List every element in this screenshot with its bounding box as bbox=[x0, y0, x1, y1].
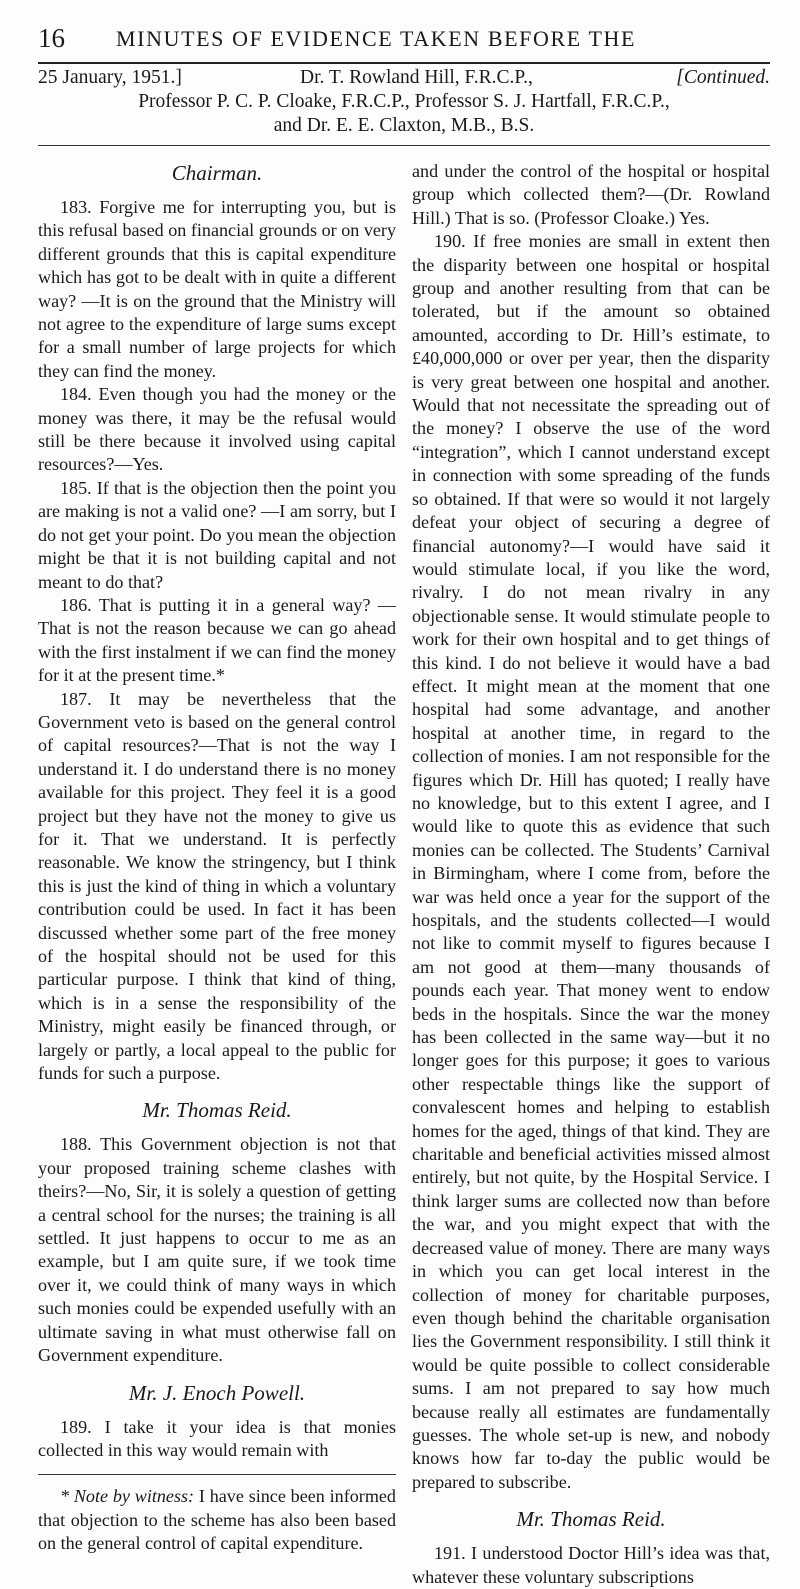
question-191: 191. I understood Doctor Hill’s idea was that, whatever these voluntary subscriptions bbox=[412, 1543, 770, 1587]
speaker-heading: Mr. J. Enoch Powell. bbox=[128, 1380, 306, 1405]
witness-names-1: Dr. T. Rowland Hill, F.R.C.P., bbox=[300, 67, 533, 88]
question-188: 188. This Government objection is not that your proposed training scheme clashes with theirs?—No, Sir, it is solely a question of getting a central school for the nurses; the training is all settled. It just happens to occur to me as an example, but I am quite sure, if we took time over it, we could think of many ways in which such monies could be expended usefully with an ultimate saving in what must otherwise fall on Government expenditure. bbox=[38, 1134, 396, 1366]
running-title: MINUTES OF EVIDENCE TAKEN BEFORE THE bbox=[116, 26, 637, 51]
left-column bbox=[38, 160, 396, 1556]
witness-names-3: and Dr. E. E. Claxton, M.B., B.S. bbox=[273, 115, 535, 136]
page-number: 16 bbox=[38, 23, 65, 53]
question-184: 184. Even though you had the money or the money was there, it may be the refusal would still be there because it involved using capital resources?—Yes. bbox=[38, 384, 396, 475]
question-190: 190. If free monies are small in extent then the disparity between one hospital or hospital group and another resulting from that can be tolerated, but if the amount so obtained amounted, according to Dr. Hill’s estimate, to £40,000,000 or over per year, then the disparity is very great between one hospital and another. Would that not necessitate the spreading out of the money? I observe the use of the word “integration”, which I cannot understand except in connection with some spreading of the funds so obtained. If that were so would it not largely defeat your object of securing a degree of financial autonomy?—I would have said it would stimulate local, if you like the word, rivalry. I do not mean rivalry in any objectionable sense. It would stimulate people to work for their own hospital and to get things of this kind. I do not believe it would have a bad effect. It might mean at the moment that one hospital had some advantage, and another hospital at another time, in regard to the collection of monies. I am not responsible for the figures which Dr. Hill has quoted; I really have no knowledge, but to this extent I agree, and I would like to quote this as evidence that such monies can be collected. The Students’ Carnival in Birmingham, where I come from, before the war was held once a year for the support of the hospitals, and the students collected—I would not like to commit myself to figures because I am not good at them—many thousands of pounds each year. That money went to endow beds in the hospitals. Since the war the money has been collected in the same way—but it no longer goes for this purpose; it goes to various other respectable things like the support of convalescent homes and helping to establish homes for the aged, things of that kind. They are charitable and beneficial activities missed almost entirely, but not quite, by the Hospital Service. I think larger sums are collected now than before the war, and you might expect that with the decreased value of money. There are many ways in which you can get local interest in the collection of money for charitable purposes, even though behind the charitable organisation lies the Government responsibility. I still think it would be quite possible to collect considerable sums. I am not prepared to say how much because really all estimates are fundamentally guesses. The whole set-up is new, and nobody knows how far to-day the public would be prepared to subscribe. bbox=[412, 231, 770, 1492]
section-rule bbox=[38, 145, 770, 146]
sitting-date: 25 January, 1951.] bbox=[38, 67, 182, 88]
footnote-text: I have since been informed that objection to the scheme has also been based on the general control of capital expenditure. bbox=[38, 1486, 396, 1554]
header-rule bbox=[38, 62, 770, 64]
running-head bbox=[38, 20, 768, 56]
question-189: 189. I take it your idea is that monies collected in this way would remain with bbox=[38, 1416, 396, 1460]
question-189-continued: and under the control of the hospital or hospital group which collected them?—(Dr. Rowland Hill.) That is so. (Professor Cloake.) Yes. bbox=[412, 161, 770, 228]
witness-names-2: Professor P. C. P. Cloake, F.R.C.P., Professor S. J. Hartfall, F.R.C.P., bbox=[138, 91, 670, 112]
continued-label: [Continued. bbox=[676, 67, 770, 88]
speaker-heading: Mr. Thomas Reid. bbox=[142, 1098, 292, 1123]
question-185: 185. If that is the objection then the point you are making is not a valid one? —I am sorry, but I do not get your point. Do you mean the objection might be that it is not building capital and not meant to do that? bbox=[38, 477, 396, 592]
speaker-heading: Mr. Thomas Reid. bbox=[516, 1507, 666, 1532]
question-186: 186. That is putting it in a general way? —That is not the reason because we can go ahead with the first instalment if we can find the money for it at the present time.* bbox=[38, 594, 396, 686]
question-183: 183. Forgive me for interrupting you, but is this refusal based on financial grounds or on very different grounds that this is capital expenditure which has got to be dealt with in quite a different way? —It is on the ground that the Ministry will not agree to the expenditure of large sums except for a small number of large projects for which they can find the money. bbox=[38, 197, 396, 381]
footnote-rule bbox=[38, 1474, 396, 1475]
witness-heading bbox=[38, 66, 770, 138]
footnote-label: * Note by witness: bbox=[60, 1486, 195, 1507]
right-column bbox=[412, 160, 770, 1589]
question-187: 187. It may be nevertheless that the Government veto is based on the general control of capital resources?—That is not the way I understand it. I do understand there is no money available for this project. They feel it is a good project but they have not the money to give us for it. That we understand. It is perfectly reasonable. We know the stringency, but I think this is just the kind of thing in which a voluntary contribution could be used. In fact it has been discussed whether some part of the free money of the hospital should not be used for this particular purpose. I think that kind of thing, which is in a sense the responsibility of the Ministry, might easily be financed through, or largely or partly, a local appeal to the public for funds for such a purpose. bbox=[38, 688, 396, 1084]
speaker-heading: Chairman. bbox=[171, 161, 263, 185]
witness-line-1 bbox=[38, 66, 770, 90]
footnote bbox=[38, 1485, 396, 1555]
